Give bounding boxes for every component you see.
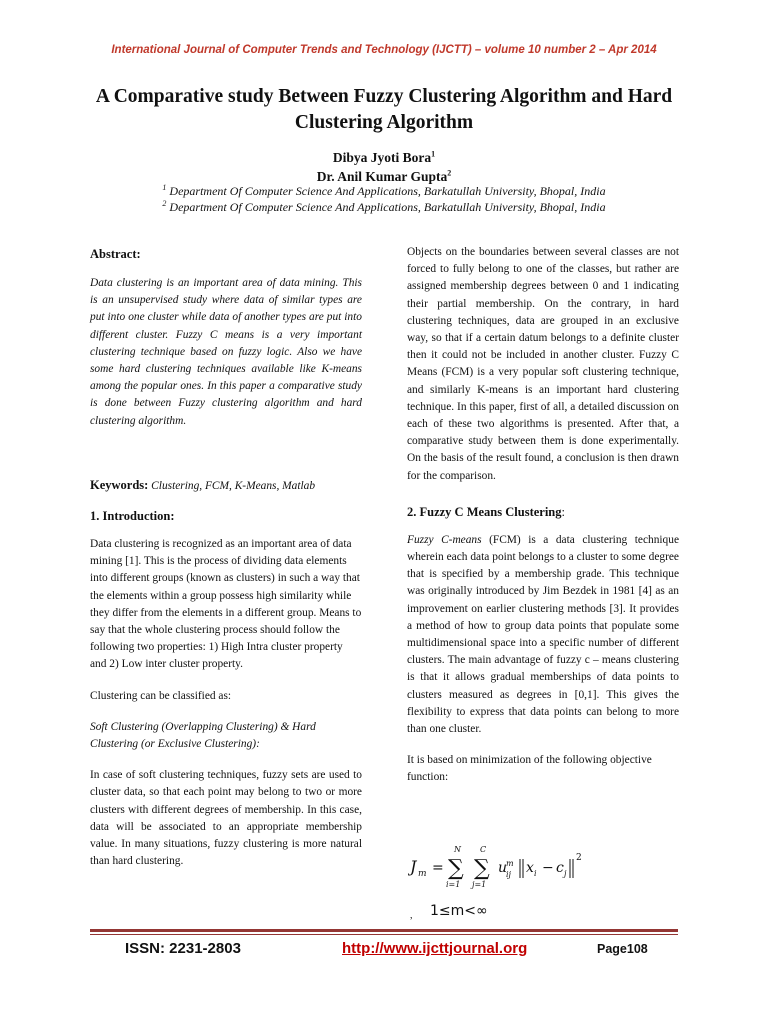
svg-text:x: x bbox=[526, 860, 534, 876]
svg-text:=: = bbox=[432, 860, 444, 876]
svg-text:2: 2 bbox=[576, 853, 582, 863]
svg-text:C: C bbox=[480, 845, 487, 854]
paper-title: A Comparative study Between Fuzzy Clustering Algorithm and Hard Clustering Algorithm bbox=[95, 86, 673, 133]
page-number: Page108 bbox=[597, 942, 648, 956]
svg-text:j=1: j=1 bbox=[472, 880, 487, 889]
objective-function-formula bbox=[408, 842, 608, 890]
svg-text:m: m bbox=[418, 869, 427, 879]
intro-paragraph-1: Data clustering is recognized as an important area of data mining [1]. This is the process of dividing data elements into different groups (known as clusters) in such a way that the elements within a group possess high similarity while they differ from the elements in a different group. Means to say that the whole clustering process should follow the following two properties: 1) High Intra cluster property and 2) Low inter cluster property. bbox=[90, 538, 362, 671]
author-2: Dr. Anil Kumar Gupta$^2$ bbox=[316, 168, 452, 184]
abstract-text: Data clustering is an important area of data mining. This is an unsupervised study where data of similar types are put into one cluster while data of another types are put into different cluster. Fuzzy C means is a very important clustering technique based on fuzzy logic. Also we have some hard clustering techniques available like K-means among the popular ones. In this paper a comparative study is done between Fuzzy clustering algorithm and hard clustering algorithm. bbox=[90, 277, 362, 427]
author-1: Dibya Jyoti Bora$^1$ bbox=[332, 149, 436, 165]
intro-paragraph-3: Soft Clustering (Overlapping Clustering) & Hard Clustering (or Exclusive Clustering): bbox=[90, 720, 316, 751]
page-footer bbox=[0, 940, 768, 962]
right-paragraph-0: Objects on the boundaries between several classes are not forced to fully belong to one of the classes, but rather are assigned membership degrees between 0 and 1 indicating their partial membership. On the contrary, in hard clustering techniques, data are grouped in an exclusive way, so that if a certain datum belongs to a definite cluster then it could not be included in another cluster. Fuzzy C Means (FCM) is a very popular soft clustering technique, and similarly K-means is an important hard clustering technique. In this paper, first of all, a detailed discussion on each of these two algorithms is presented. After that, a comparative study between them is done experimentally. On the basis of the result found, a conclusion is then drawn for the comparison. bbox=[407, 246, 679, 482]
affiliation-2: $^2$ Department Of Computer Science And Applications, Barkatullah University, Bhopal, India bbox=[162, 199, 606, 214]
abstract-heading: Abstract: bbox=[90, 247, 141, 261]
intro-paragraph-2: Clustering can be classified as: bbox=[90, 689, 232, 702]
affiliation-1: $^1$ Department Of Computer Science And Applications, Barkatullah University, Bhopal, India bbox=[162, 183, 606, 198]
svg-text:j: j bbox=[564, 869, 567, 878]
journal-header: International Journal of Computer Trends and Technology (IJCTT) – volume 10 number 2 – Apr 2014 bbox=[111, 44, 657, 56]
left-column bbox=[90, 247, 362, 870]
svg-text:i: i bbox=[534, 869, 537, 878]
fcm-paragraph: Fuzzy C-means (FCM) is a data clustering technique wherein each data point belongs to a cluster to some degree that is specified by a membership grade. This technique was originally introduced by Jim Bezdek in 1981 [4] as an improvement on earlier clustering methods [3]. It provides a method of how to group data points that populate some multidimensional space into a specific number of different clusters. The main advantage of fuzzy c – means clustering is that it allows gradual memberships of data points to clusters measured as degrees in [0,1]. This gives the flexibility to express that data points can belong to more than one cluster. bbox=[407, 533, 680, 736]
svg-text:ij: ij bbox=[506, 870, 512, 879]
author-list bbox=[0, 148, 768, 186]
svg-text:∑: ∑ bbox=[474, 856, 490, 881]
svg-text:N: N bbox=[454, 845, 461, 854]
objective-paragraph: It is based on minimization of the following objective function: bbox=[407, 754, 652, 784]
svg-text:i=1: i=1 bbox=[446, 880, 461, 889]
journal-url-link[interactable]: http://www.ijcttjournal.org bbox=[342, 940, 528, 957]
svg-text:u: u bbox=[498, 860, 508, 876]
svg-text:J: J bbox=[410, 857, 417, 876]
intro-heading: 1. Introduction: bbox=[90, 509, 175, 524]
svg-text:c: c bbox=[556, 860, 564, 876]
formula-comma: , bbox=[410, 910, 413, 921]
svg-text:∑: ∑ bbox=[448, 856, 464, 881]
formula-constraint: 1≤m<∞ bbox=[430, 903, 488, 919]
issn-label: ISSN: 2231-2803 bbox=[125, 940, 241, 957]
svg-text:−: − bbox=[542, 860, 554, 876]
footer-rule-thick bbox=[90, 929, 678, 932]
keywords: Keywords: Clustering, FCM, K-Means, Matlab bbox=[90, 477, 316, 492]
svg-text:m: m bbox=[506, 859, 514, 868]
affiliation-list bbox=[0, 183, 768, 215]
section-2-heading: 2. Fuzzy C Means Clustering: bbox=[407, 504, 565, 519]
footer-rule-thin bbox=[90, 934, 678, 935]
intro-paragraph-4: In case of soft clustering techniques, fuzzy sets are used to cluster data, so that each point may belong to two or more clusters with different degrees of membership. In this case, data will be associated to an appropriate membership value. In many situations, fuzzy clustering is more natural than hard clustering. bbox=[90, 769, 362, 868]
right-column bbox=[407, 244, 679, 787]
